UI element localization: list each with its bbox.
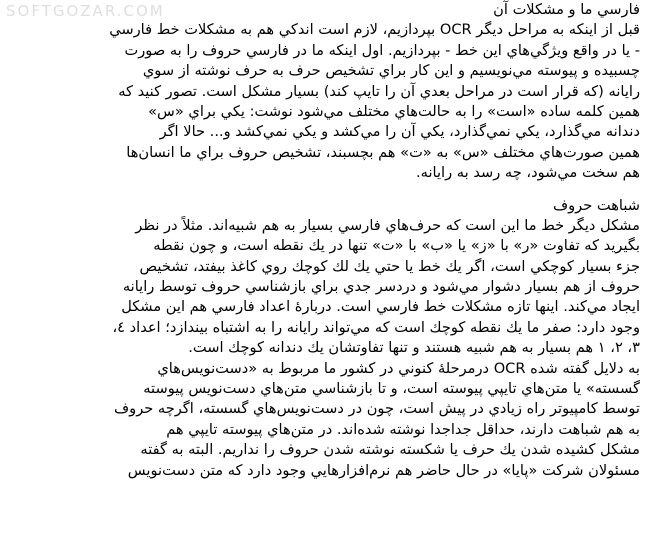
text-line: قبل از اينكه به مراحل ديگر OCR بپردازيم، لازم است اندكي هم به مشكلات خط فارسي — [109, 21, 640, 39]
document-body — [14, 0, 640, 560]
text-line: به هم شباهت دارند، حداقل جداجدا نوشته شده‌اند. در متن‌هاي پيوسته تايپي هم — [166, 420, 640, 438]
text-line: جزء بسيار كوچكي است، اگر يك خط يا حتي يك لك كوچك روي كاغذ بيفتد، تشخيص — [139, 257, 640, 275]
text-line: ٣، ٢، ١ هم بسيار به هم شبيه هستند و تنها تفاوتشان يك دندانه كوچك است. — [188, 339, 640, 357]
text-line: رايانه (كه قرار است در مراحل بعدي آن را تايپ كند) بسيار مشكل است. تصور كنيد كه — [118, 82, 640, 100]
text-line: وجود دارد: صفر ما يك نقطه كوچك است كه مي‌تواند رايانه را به اشتباه بيندازد؛ اعداد ٤، — [112, 318, 640, 336]
text-line: گسسته» يا متن‌هاي تايپي پيوسته است، و تا بازشناسي متن‌هاي دست‌نويس پيوسته — [143, 380, 640, 398]
section-paragraph — [14, 20, 640, 183]
text-line: حروف از هم بسيار دشوار مي‌شود و دردسر جدي براي بازشناسي حروف توسط رايانه — [122, 278, 640, 296]
text-line: - يا در واقع ويژگي‌هاي اين خط - بپردازيم. اول اينكه ما در فارسي حروف را به صورت — [124, 41, 640, 59]
text-line: دندانه مي‌گذارد، يكي نمي‌گذارد، يكي آن را مي‌كشد و يكي نمي‌كشد و... حالا اگر — [159, 123, 640, 141]
text-line: مشكل ديگر خط ما اين است كه حرف‌هاي فارسي بسيار به هم شبيه‌اند. مثلاً در نظر — [135, 216, 640, 234]
text-line: همين صورت‌هاي مختلف «س» به «ت» هم بچسبند، تشخيص حروف براي ما انسان‌ها — [126, 143, 640, 161]
text-line: مسئولان شركت «پايا» در حال حاضر هم نرم‌افزارهايي وجود دارد كه متن دست‌نويس — [127, 461, 640, 479]
text-line: بگيريد كه تفاوت «ر» با «ز» يا «ب» با «ت» تنها در يك نقطه است، و چون نقطه — [153, 237, 640, 255]
section-title: فارسي ما و مشكلات آن — [493, 1, 640, 18]
text-line: هم سخت مي‌شود، چه رسد به رايانه. — [416, 164, 640, 182]
text-line: چسبيده و پيوسته مي‌نويسيم و اين كار براي تشخيص حرف به حرف نوشته از سوي — [142, 62, 640, 80]
text-line: به دلايل گفته شده OCR درمرحلهٔ كنوني در كشور ما مربوط به «دست‌نويس‌هاي — [157, 359, 640, 377]
text-line: مشكل كشيده شدن يك حرف يا شكسته نوشته شدن حروف را نداريم. البته به گفته — [140, 441, 640, 459]
text-line: ايجاد مي‌كند. اينها تازه مشكلات خط فارسي است. دربارهٔ اعداد فارسي هم اين مشكل — [121, 298, 640, 316]
section-paragraph — [14, 216, 640, 481]
section-title: شباهت حروف — [553, 196, 640, 214]
section-spacer — [14, 184, 640, 196]
watermark: SOFTGOZAR.COM — [6, 2, 165, 20]
text-line: همين كلمه ساده «است» را به حالت‌هاي مختلف مي‌شود نوشت: يكي براي «س» — [148, 102, 640, 120]
text-line: توسط كامپيوتر راه زيادي در پيش است، چون در دست‌نويس‌هاي گسسته، اگرچه حروف — [114, 400, 640, 418]
